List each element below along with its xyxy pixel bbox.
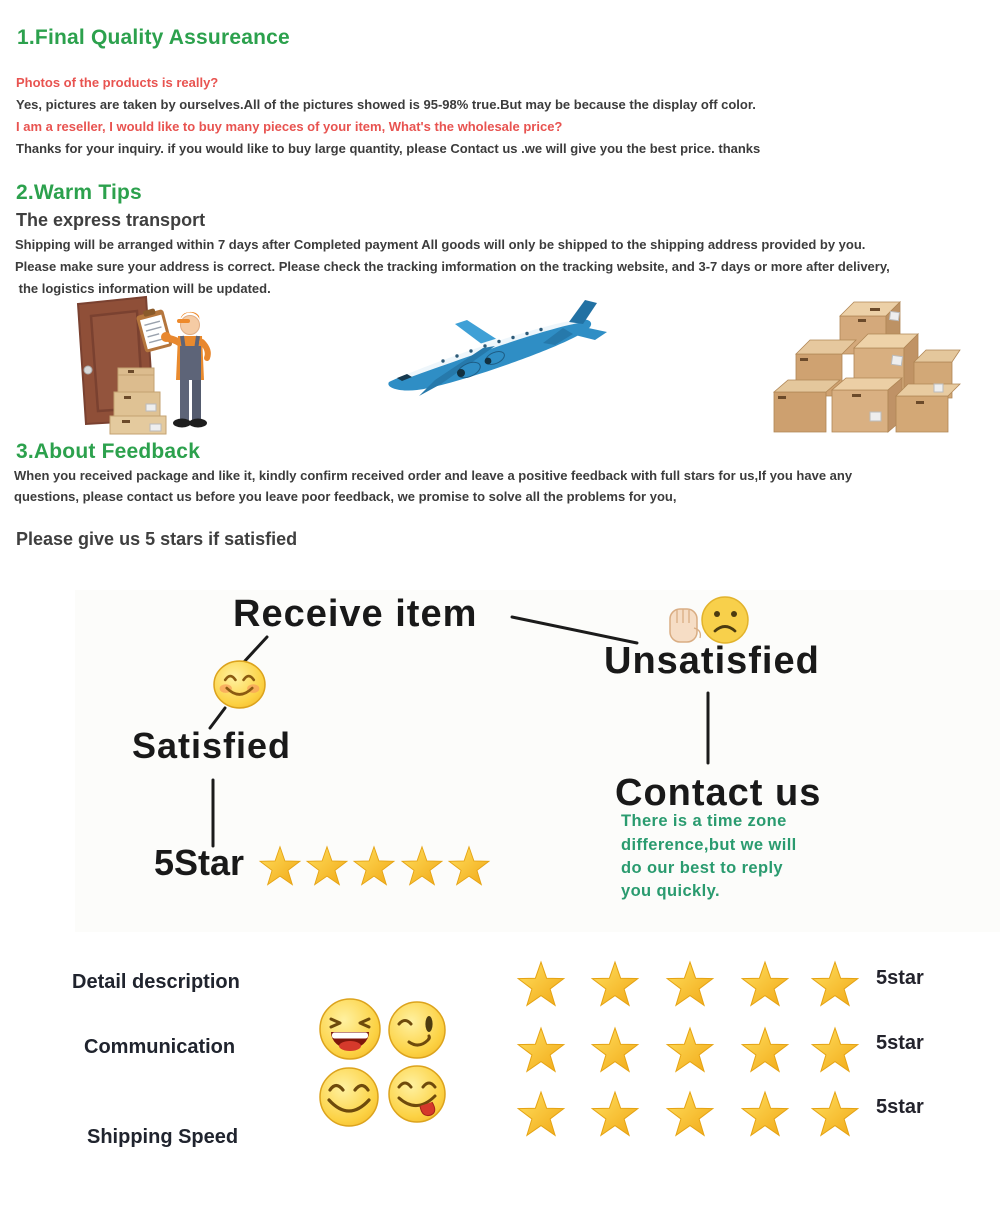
faq-question-2: I am a reseller, I would like to buy many pieces of your item, What's the wholesale price? bbox=[16, 119, 563, 134]
rating-label-communication: Communication bbox=[84, 1036, 236, 1058]
star-icon bbox=[447, 845, 491, 887]
star-icon bbox=[810, 960, 860, 1008]
flow-contact-us-label: Contact us bbox=[615, 772, 822, 814]
grinning-emoji-icon bbox=[318, 1066, 380, 1128]
star-icon bbox=[810, 1026, 860, 1074]
satisfied-smiley-icon bbox=[213, 660, 266, 709]
star-icon bbox=[516, 960, 566, 1008]
tongue-out-emoji-icon bbox=[387, 1064, 447, 1124]
rating-tag-3: 5star bbox=[876, 1096, 924, 1118]
star-icon bbox=[665, 960, 715, 1008]
winking-emoji-icon bbox=[387, 1000, 447, 1060]
flow-satisfied-label: Satisfied bbox=[132, 725, 292, 766]
section-1-heading: 1.Final Quality Assureance bbox=[17, 26, 290, 49]
star-icon bbox=[590, 1026, 640, 1074]
star-icon bbox=[258, 845, 302, 887]
star-icon bbox=[516, 1090, 566, 1138]
faq-answer-2: Thanks for your inquiry. if you would like to buy large quantity, please Contact us .we will give you the best price. thanks bbox=[16, 141, 761, 156]
airplane-illustration bbox=[383, 298, 611, 404]
star-icon bbox=[665, 1026, 715, 1074]
star-icon bbox=[590, 960, 640, 1008]
rating-tag-1: 5star bbox=[876, 967, 924, 989]
rating-label-shipping-speed: Shipping Speed bbox=[87, 1126, 239, 1148]
feedback-line-2: questions, please contact us before you leave poor feedback, we promise to solve all the problems for you, bbox=[14, 489, 677, 504]
five-stars-cta: Please give us 5 stars if satisfied bbox=[16, 529, 298, 549]
star-icon bbox=[740, 1026, 790, 1074]
feedback-line-1: When you received package and like it, kindly confirm received order and leave a positive feedback with full stars for us,If you have any bbox=[14, 468, 853, 483]
shipping-line-2: Please make sure your address is correct. Please check the tracking imformation on the tracking website, and 3-7 days or more after delivery, bbox=[15, 259, 890, 274]
laughing-emoji-icon bbox=[318, 997, 382, 1061]
timezone-note-line-2: difference,but we will bbox=[621, 836, 797, 854]
rating-label-detail-description: Detail description bbox=[72, 971, 240, 993]
faq-answer-1: Yes, pictures are taken by ourselves.All of the pictures showed is 95-98% true.But may be because the display off color. bbox=[16, 97, 756, 112]
rating-tag-2: 5star bbox=[876, 1032, 924, 1054]
star-icon bbox=[516, 1026, 566, 1074]
faq-question-1: Photos of the products is really? bbox=[16, 75, 219, 90]
flow-unsatisfied-label: Unsatisfied bbox=[604, 640, 820, 682]
star-icon bbox=[400, 845, 444, 887]
flow-5star-label: 5Star bbox=[154, 842, 245, 883]
shipping-line-1: Shipping will be arranged within 7 days after Completed payment All goods will only be shipped to the shipping address provided by you. bbox=[15, 237, 866, 252]
delivery-man-at-door-illustration bbox=[58, 292, 216, 435]
parcel-boxes-illustration bbox=[766, 292, 964, 434]
express-transport-subheading: The express transport bbox=[16, 210, 206, 230]
timezone-note-line-1: There is a time zone bbox=[621, 812, 787, 830]
flow-receive-item-label: Receive item bbox=[233, 593, 478, 635]
star-icon bbox=[352, 845, 396, 887]
star-icon bbox=[810, 1090, 860, 1138]
star-icon bbox=[665, 1090, 715, 1138]
star-icon bbox=[590, 1090, 640, 1138]
shipping-line-3: the logistics information will be updated. bbox=[15, 281, 271, 296]
timezone-note-line-4: you quickly. bbox=[621, 882, 720, 900]
section-3-heading: 3.About Feedback bbox=[16, 440, 201, 463]
section-2-heading: 2.Warm Tips bbox=[16, 181, 142, 204]
star-icon bbox=[740, 960, 790, 1008]
timezone-note-line-3: do our best to reply bbox=[621, 859, 784, 877]
star-icon bbox=[305, 845, 349, 887]
star-icon bbox=[740, 1090, 790, 1138]
